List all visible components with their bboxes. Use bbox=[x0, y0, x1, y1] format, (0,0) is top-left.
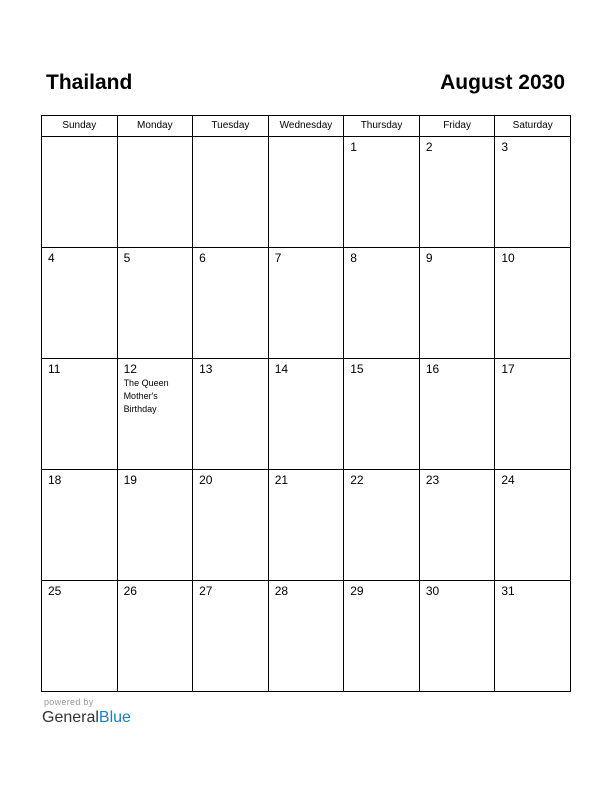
day-number: 9 bbox=[425, 251, 433, 265]
day-cell bbox=[268, 581, 344, 692]
day-cell bbox=[117, 137, 193, 248]
week-row bbox=[42, 137, 571, 248]
day-cell bbox=[268, 470, 344, 581]
weekday-header: Monday bbox=[117, 116, 193, 137]
day-number: 30 bbox=[425, 584, 440, 598]
day-cell bbox=[495, 581, 571, 692]
day-cell bbox=[419, 581, 495, 692]
day-number: 5 bbox=[123, 251, 131, 265]
day-number: 23 bbox=[425, 473, 440, 487]
day-cell bbox=[344, 137, 420, 248]
day-number: 6 bbox=[199, 251, 206, 265]
day-cell bbox=[42, 359, 118, 470]
day-cell bbox=[42, 470, 118, 581]
week-row bbox=[42, 248, 571, 359]
day-number: 24 bbox=[501, 473, 515, 487]
day-number: 4 bbox=[48, 251, 55, 265]
day-number: 17 bbox=[501, 362, 515, 376]
weekday-header: Thursday bbox=[344, 116, 420, 137]
day-cell bbox=[495, 359, 571, 470]
weekday-header-row bbox=[42, 116, 571, 137]
weekday-header: Wednesday bbox=[268, 116, 344, 137]
weekday-header: Sunday bbox=[42, 116, 118, 137]
day-cell bbox=[117, 359, 193, 470]
day-number: 2 bbox=[425, 140, 433, 154]
day-cell bbox=[268, 248, 344, 359]
week-row bbox=[42, 470, 571, 581]
day-number: 18 bbox=[48, 473, 62, 487]
day-cell bbox=[117, 581, 193, 692]
day-number: 8 bbox=[350, 251, 357, 265]
day-number: 7 bbox=[274, 251, 282, 265]
brand-blue-text: Blue bbox=[98, 709, 131, 726]
day-cell bbox=[42, 248, 118, 359]
day-number: 31 bbox=[501, 584, 515, 598]
day-number: 13 bbox=[199, 362, 213, 376]
week-row bbox=[42, 581, 571, 692]
day-cell bbox=[117, 470, 193, 581]
weekday-header: Friday bbox=[419, 116, 495, 137]
day-number: 12 bbox=[123, 362, 137, 376]
powered-by-text: powered by bbox=[44, 697, 94, 707]
day-number: 1 bbox=[350, 140, 357, 154]
day-cell bbox=[495, 470, 571, 581]
day-number: 25 bbox=[48, 584, 62, 598]
calendar-grid bbox=[41, 115, 571, 692]
day-cell bbox=[268, 137, 344, 248]
day-cell bbox=[42, 137, 118, 248]
brand-general-text: General bbox=[42, 709, 99, 726]
day-number: 19 bbox=[123, 473, 137, 487]
day-number: 28 bbox=[274, 584, 289, 598]
day-number: 20 bbox=[199, 473, 213, 487]
brand-logo bbox=[42, 708, 131, 728]
weekday-header: Saturday bbox=[495, 116, 571, 137]
day-number: 29 bbox=[350, 584, 364, 598]
day-cell bbox=[419, 359, 495, 470]
country-title: Thailand bbox=[46, 71, 133, 94]
week-row bbox=[42, 359, 571, 470]
day-cell bbox=[344, 359, 420, 470]
day-cell bbox=[193, 248, 269, 359]
day-number: 26 bbox=[123, 584, 137, 598]
day-number: 10 bbox=[501, 251, 515, 265]
holiday-label: The Queen Mother's Birthday bbox=[123, 378, 169, 414]
day-cell bbox=[344, 248, 420, 359]
day-number: 11 bbox=[48, 362, 61, 376]
day-cell bbox=[268, 359, 344, 470]
day-number: 27 bbox=[199, 584, 213, 598]
day-cell bbox=[193, 470, 269, 581]
day-number: 21 bbox=[274, 473, 289, 487]
day-cell bbox=[193, 359, 269, 470]
day-number: 22 bbox=[350, 473, 364, 487]
day-number: 14 bbox=[274, 362, 289, 376]
day-cell bbox=[42, 581, 118, 692]
day-cell bbox=[117, 248, 193, 359]
day-cell bbox=[495, 248, 571, 359]
day-cell bbox=[344, 470, 420, 581]
day-cell bbox=[495, 137, 571, 248]
day-number: 3 bbox=[501, 140, 509, 154]
day-cell bbox=[193, 581, 269, 692]
day-cell bbox=[344, 581, 420, 692]
month-year-title: August 2030 bbox=[440, 71, 565, 94]
weekday-header: Tuesday bbox=[193, 116, 269, 137]
day-number: 15 bbox=[350, 362, 364, 376]
day-number: 16 bbox=[425, 362, 440, 376]
day-cell bbox=[419, 470, 495, 581]
day-cell bbox=[419, 248, 495, 359]
day-cell bbox=[419, 137, 495, 248]
day-cell bbox=[193, 137, 269, 248]
